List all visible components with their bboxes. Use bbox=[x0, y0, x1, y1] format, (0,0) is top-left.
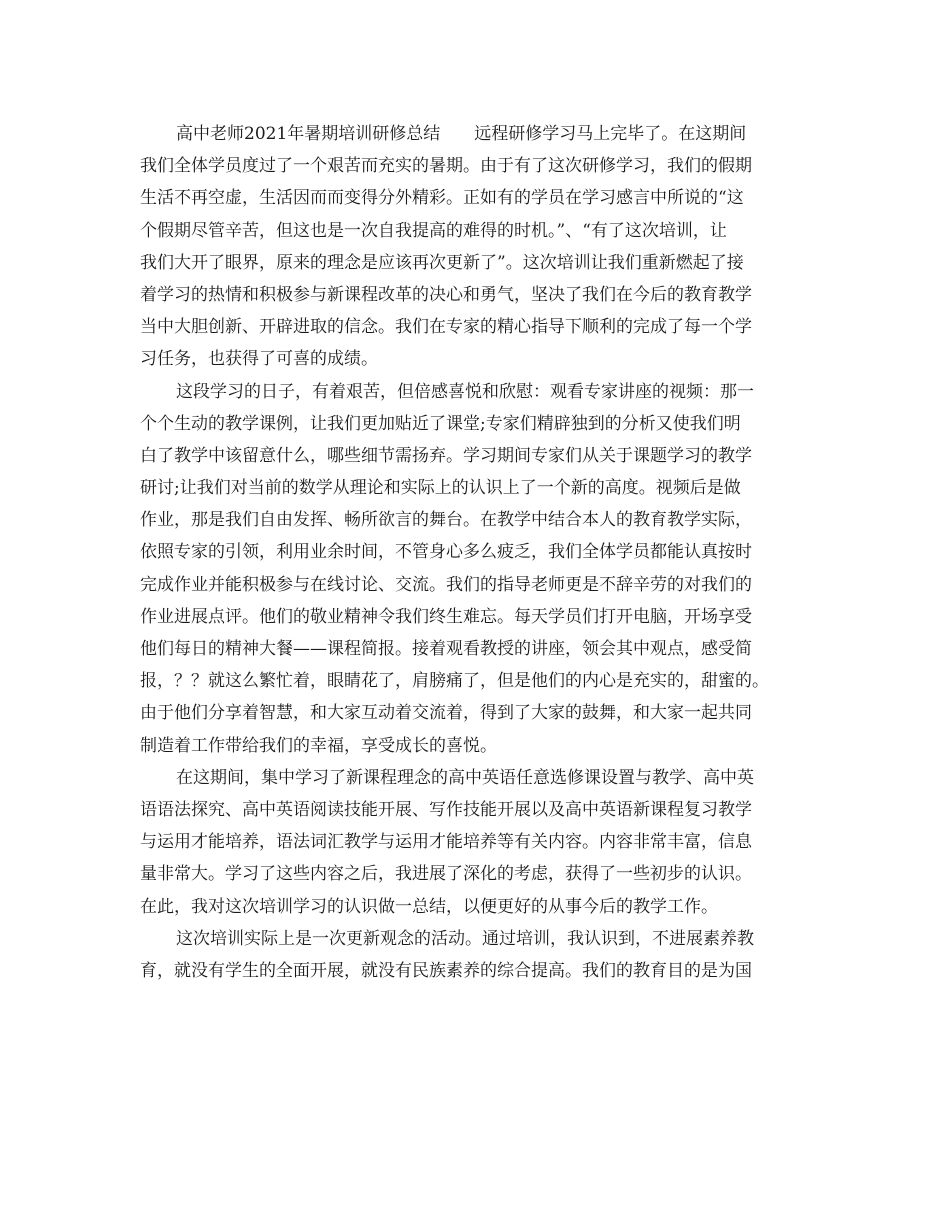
text-line: 研讨;让我们对当前的数学从理论和实际上的认识上了一个新的高度。视频后是做 bbox=[140, 478, 741, 499]
text-line: 作业进展点评。他们的敬业精神令我们终生难忘。每天学员们打开电脑，开场享受 bbox=[140, 606, 752, 627]
text-line: 当中大胆创新、开辟进取的信念。我们在专家的精心指导下顺利的完成了每一个学 bbox=[140, 317, 752, 338]
text-line: 个假期尽管辛苦，但这也是一次自我提高的难得的时机。”、“有了这次培训，让 bbox=[140, 220, 727, 241]
text-line: 这次培训实际上是一次更新观念的活动。通过培训，我认识到，不进展素养教 bbox=[176, 928, 754, 949]
text-line: 与运用才能培养，语法词汇教学与运用才能培养等有关内容。内容非常丰富，信息 bbox=[140, 832, 752, 853]
text-line: 生活不再空虚，生活因而而变得分外精彩。正如有的学员在学习感言中所说的“这 bbox=[140, 188, 744, 209]
text-line: 个个生动的教学课例，让我们更加贴近了课堂;专家们精辟独到的分析又使我们明 bbox=[140, 413, 741, 434]
text-line: 着学习的热情和积极参与新课程改革的决心和勇气，坚决了我们在今后的教育教学 bbox=[140, 284, 752, 305]
text-line: 他们每日的精神大餐——课程简报。接着观看教授的讲座，领会其中观点，感受简 bbox=[140, 639, 752, 659]
text-line: 这段学习的日子，有着艰苦，但倍感喜悦和欣慰：观看专家讲座的视频：那一 bbox=[176, 381, 754, 402]
text-line: 育，就没有学生的全面开展，就没有民族素养的综合提高。我们的教育目的是为国 bbox=[140, 960, 752, 981]
text-line: 依照专家的引领，利用业余时间，不管身心多么疲乏，我们全体学员都能认真按时 bbox=[140, 542, 752, 563]
text-line: 高中老师2021年暑期培训研修总结 远程研修学习马上完毕了。在这期间 bbox=[176, 124, 747, 144]
document-body bbox=[140, 118, 820, 987]
text-line: 完成作业并能积极参与在线讨论、交流。我们的指导老师更是不辞辛劳的对我们的 bbox=[140, 574, 752, 595]
text-line: 报，？？就这么繁忙着，眼睛花了，肩膀痛了，但是他们的内心是充实的，甜蜜的。 bbox=[140, 671, 769, 692]
text-line: 我们大开了眼界，原来的理念是应该再次更新了”。这次培训让我们重新燃起了接 bbox=[140, 252, 744, 273]
text-line: 量非常大。学习了这些内容之后，我进展了深化的考虑，获得了一些初步的认识。 bbox=[140, 864, 752, 885]
text-line: 我们全体学员度过了一个艰苦而充实的暑期。由于有了这次研修学习，我们的假期 bbox=[140, 156, 752, 177]
text-line: 在此，我对这次培训学习的认识做一总结，以便更好的从事今后的教学工作。 bbox=[140, 896, 718, 917]
text-line: 制造着工作带给我们的幸福，享受成长的喜悦。 bbox=[140, 735, 497, 756]
text-line: 习任务，也获得了可喜的成绩。 bbox=[140, 349, 378, 370]
text-line: 作业，那是我们自由发挥、畅所欲言的舞台。在教学中结合本人的教育教学实际， bbox=[140, 510, 752, 531]
text-line: 由于他们分享着智慧，和大家互动着交流着，得到了大家的鼓舞，和大家一起共同 bbox=[140, 703, 752, 724]
text-line: 在这期间，集中学习了新课程理念的高中英语任意选修课设置与教学、高中英 bbox=[176, 767, 754, 788]
text-line: 语语法探究、高中英语阅读技能开展、写作技能开展以及高中英语新课程复习教学 bbox=[140, 799, 752, 820]
text-line: 白了教学中该留意什么，哪些细节需扬弃。学习期间专家们从关于课题学习的教学 bbox=[140, 445, 752, 466]
